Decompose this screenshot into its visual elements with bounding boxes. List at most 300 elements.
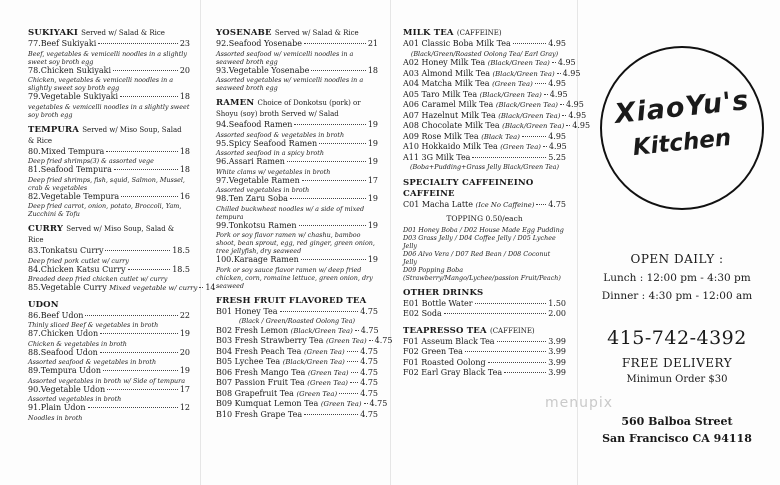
leader-dots (100, 352, 178, 353)
item-name (216, 378, 348, 389)
leader-dots (290, 198, 366, 199)
item-name (28, 265, 126, 276)
item-price: 4.95 (562, 68, 581, 78)
item-name-text: C01 Macha Latte (403, 199, 473, 209)
item-price: 16 (179, 191, 190, 201)
item-name-text: 91.Plain Udon (28, 403, 86, 412)
section-heading (403, 178, 566, 200)
item-description: Chilled buckwheat noodles w/ a side of mixed tempura (216, 204, 365, 221)
item-name (28, 192, 119, 203)
item-name (403, 368, 502, 379)
item-name-text: F02 Green Tea (403, 347, 463, 356)
item-price: 17 (367, 175, 378, 185)
item-name (216, 357, 345, 368)
item-name (216, 66, 309, 77)
menu-column-1 (28, 28, 216, 422)
item-name (403, 111, 560, 122)
item-name (403, 39, 511, 50)
item-name (216, 336, 367, 347)
menu-item (216, 157, 378, 168)
section-heading (28, 224, 190, 246)
item-description: Assorted seafood w/ vemicelli noodles in a seaweed broth egg (216, 49, 354, 66)
section-heading (403, 288, 566, 299)
menu-item (403, 337, 566, 348)
item-description: vegetables & vemicelli noodles in a slightly sweet soy broth egg (28, 102, 190, 119)
section-note: (Black / Green/Roasted Oolong Tea) (239, 317, 355, 325)
item-name (403, 337, 495, 348)
leader-dots (465, 351, 546, 352)
section-subtitle: Served w/ Salad & Rice (274, 29, 359, 37)
item-name (403, 299, 473, 310)
menu-item (216, 368, 378, 379)
leader-dots (105, 250, 170, 251)
item-name (216, 389, 337, 400)
menu-item (216, 389, 378, 400)
section-title: TEAPRESSO TEA (403, 325, 487, 336)
menu-item (28, 165, 190, 176)
item-price: 4.75 (374, 336, 393, 345)
leader-dots (85, 315, 177, 316)
item-name-text: 84.Chicken Katsu Curry (28, 264, 126, 274)
item-price: 4.95 (548, 39, 566, 48)
item-name-text: A06 Caramel Milk Tea (403, 100, 494, 109)
item-name-text: B09 Kumquat Lemon Tea (216, 399, 319, 408)
item-price: 4.75 (360, 388, 378, 398)
item-price: 21 (367, 39, 378, 48)
logo-name: XiaoYu's (613, 85, 751, 130)
leader-dots (121, 196, 178, 197)
menu-item (403, 68, 581, 80)
section-title: CURRY (28, 224, 64, 234)
menu-item (403, 100, 584, 111)
item-name-text: B10 Fresh Grape Tea (216, 409, 303, 419)
item-price: 23 (179, 39, 190, 48)
item-name (28, 329, 98, 340)
menu-item (403, 153, 566, 164)
menu-item (28, 66, 190, 77)
menu-column-3 (403, 28, 591, 379)
section-note: (Black/Green/Roasted Oolong Tea/ Earl Gray) (410, 49, 559, 58)
leader-dots (566, 125, 570, 126)
menu-item (216, 410, 378, 421)
item-variant: (Black Tea) (481, 132, 520, 141)
section-title: RAMEN (216, 98, 255, 108)
leader-dots (319, 143, 366, 144)
lunch-hours: Lunch : 12:00 pm - 4:30 pm (603, 272, 751, 284)
menu-section (28, 28, 190, 119)
item-name-text: 100.Karaage Ramen (216, 255, 299, 264)
item-name-text: B06 Fresh Mango Tea (216, 367, 306, 377)
item-name (403, 347, 463, 358)
menu-item (216, 399, 388, 410)
menu-item (403, 347, 566, 358)
leader-dots (364, 403, 368, 404)
item-name-text: E02 Soda (403, 309, 442, 318)
item-description: Pork or soy flavor ramen w/ chashu, bamboo shoot, bean sprout, egg, red ginger, green onion, tree jellyfish, dry seaweed (216, 231, 375, 255)
section-heading (403, 28, 566, 39)
item-name-text: 81.Seafood Tempura (28, 165, 112, 174)
leader-dots (562, 115, 566, 116)
leader-dots (339, 393, 358, 394)
menu-item (216, 326, 378, 337)
item-description: Assorted vegetables in broth (216, 186, 310, 194)
item-description: Thinly sliced Beef & vegetables in broth (28, 321, 159, 329)
item-name-text: A11 3G Milk Tea (403, 152, 471, 162)
item-price: 19 (367, 255, 378, 264)
leader-dots (114, 169, 178, 170)
item-price: 4.75 (360, 306, 378, 316)
leader-dots (199, 287, 203, 288)
item-description: Deep fried shrimps, fish, squid, Salmon, Mussel, crab & vegetables (28, 175, 185, 192)
item-variant: (Black/Green Tea) (498, 111, 561, 120)
leader-dots (301, 259, 366, 260)
section-subtitle: Choice of Donkotsu (pork) or Shoyu (soy) broth Served w/ Salad (216, 99, 361, 118)
section-heading (28, 125, 190, 147)
item-variant: (Green Tea) (500, 143, 541, 151)
item-price: 1.50 (548, 298, 566, 308)
item-name-text: A10 Hokkaido Milk Tea (403, 142, 498, 151)
item-name (216, 368, 349, 379)
item-name (28, 403, 86, 414)
menu-item (216, 307, 378, 318)
item-description: Assorted seafood & vegetables in broth (216, 130, 345, 139)
fold-line (390, 0, 391, 485)
item-name (403, 200, 534, 211)
leader-dots (98, 43, 178, 44)
leader-dots (294, 124, 365, 125)
leader-dots (557, 73, 561, 74)
menu-item (28, 385, 190, 396)
leader-dots (513, 43, 546, 44)
menu-item (28, 348, 190, 359)
item-price: 18 (367, 65, 378, 75)
leader-dots (311, 70, 365, 71)
section-title: SUKIYAKI (28, 28, 78, 38)
item-variant: (Black/Green Tea) (290, 326, 353, 335)
item-price: 17 (179, 384, 190, 394)
item-name-text: 80.Mixed Tempura (28, 146, 105, 156)
leader-dots (120, 96, 178, 97)
leader-dots (543, 146, 547, 147)
menu-item (28, 192, 190, 203)
item-price: 4.95 (549, 89, 568, 99)
leader-dots (488, 362, 547, 363)
item-name (28, 246, 103, 257)
item-name-text: E01 Bottle Water (403, 298, 473, 308)
item-name (403, 69, 555, 80)
menu-item (403, 79, 566, 90)
item-price: 4.95 (548, 131, 566, 141)
item-name-text: A08 Chocolate Milk Tea (403, 121, 500, 130)
item-price: 19 (367, 194, 378, 203)
item-name-text: 82.Vegetable Tempura (28, 191, 120, 201)
item-price: 20 (179, 347, 190, 357)
item-name (216, 176, 300, 187)
leader-dots (544, 94, 548, 95)
section-heading (28, 28, 190, 39)
item-name-text: A05 Taro Milk Tea (403, 89, 478, 99)
menu-item (403, 142, 566, 153)
section-subtitle: (CAFFEINE) (489, 326, 535, 335)
item-price: 18.5 (172, 246, 190, 255)
leader-dots (472, 157, 546, 158)
item-price: 4.75 (360, 378, 378, 387)
item-description: Pork or soy sauce flavor ramen w/ deep fried chicken, corn, romaine lettuce, green onion, dry seaweed (216, 265, 373, 290)
item-name (28, 311, 83, 322)
item-variant: (Green Tea) (303, 347, 345, 356)
menu-item (28, 92, 190, 103)
item-name-text: 87.Chicken Udon (28, 329, 99, 338)
item-name-text: B08 Grapefruit Tea (216, 388, 294, 398)
section-heading (216, 98, 378, 120)
leader-dots (497, 341, 547, 342)
section-title: MILK TEA (403, 28, 454, 38)
leader-dots (369, 340, 373, 341)
watermark: menupix (545, 395, 614, 411)
item-name (216, 347, 345, 358)
item-description: Beef, vegetables & vemicelli noodles in a slightly sweet soy broth egg (28, 49, 187, 66)
leader-dots (351, 372, 359, 373)
dinner-hours: Dinner : 4:30 pm - 12:00 am (601, 290, 753, 302)
item-name-text: B02 Fresh Lemon (216, 325, 289, 335)
item-name-text: A09 Rose Milk Tea (403, 131, 479, 141)
item-name-text: 93.Vegetable Yosenabe (216, 65, 310, 75)
menu-item (216, 347, 378, 358)
item-price: 4.75 (360, 367, 378, 377)
menu-item (216, 255, 378, 266)
item-description: Assorted vegetables in broth w/ Side of tempura (28, 376, 186, 385)
menu-item (403, 309, 566, 320)
leader-dots (560, 104, 564, 105)
item-price: 19 (179, 366, 190, 375)
leader-dots (552, 62, 556, 63)
section-title: FRESH FRUIT FLAVORED TEA (216, 295, 367, 306)
item-name (216, 120, 292, 131)
item-name-text: 83.Tonkatsu Curry (28, 246, 104, 255)
item-name (403, 58, 550, 69)
item-price: 4.95 (548, 142, 567, 151)
item-name-text: A02 Honey Milk Tea (403, 58, 486, 67)
menu-item (28, 246, 190, 257)
menu-column-2 (216, 28, 393, 420)
item-price: 4.75 (360, 357, 378, 366)
leader-dots (347, 361, 358, 362)
menu-item (216, 66, 378, 77)
item-price: 19 (367, 157, 378, 166)
menu-item (403, 358, 566, 369)
item-name-text: A04 Matcha Milk Tea (403, 79, 490, 88)
item-price: 19 (367, 220, 378, 230)
leader-dots (444, 313, 546, 314)
item-price: 19 (179, 329, 190, 338)
item-name (403, 153, 470, 164)
item-variant: (Black/Green Tea) (502, 122, 565, 130)
menu-item (216, 378, 378, 389)
item-price: 3.99 (548, 336, 566, 346)
menu-section (403, 28, 591, 172)
leader-dots (88, 407, 178, 408)
leader-dots (280, 311, 359, 312)
topping-heading: TOPPING 0.50/each (446, 214, 523, 223)
leader-dots (128, 269, 171, 270)
leader-dots (100, 333, 178, 334)
item-name (403, 100, 558, 111)
item-price: 4.95 (557, 58, 576, 67)
leader-dots (522, 136, 546, 137)
menu-item (403, 121, 591, 132)
street-address: 560 Balboa Street (621, 415, 733, 428)
leader-dots (347, 351, 359, 352)
item-name (403, 79, 533, 90)
leader-dots (355, 330, 359, 331)
item-name (216, 410, 302, 421)
topping-line: (Strawberry/Mango/Lychee/passion Fruit/Peach) (403, 273, 561, 282)
section-title: YOSENABE (216, 28, 272, 38)
item-variant: (Green Tea) (296, 389, 338, 398)
item-name-text: 95.Spicy Seafood Ramen (216, 138, 318, 148)
item-description: White clams w/ vegetables in broth (216, 167, 331, 176)
item-name-text: B05 Lychee Tea (216, 357, 281, 366)
menu-item (403, 368, 566, 379)
item-price: 18 (179, 92, 190, 101)
item-description: Assorted vegetables in broth (28, 395, 122, 403)
leader-dots (304, 414, 358, 415)
item-name (28, 147, 104, 158)
item-variant: (Green Tea) (307, 368, 349, 377)
item-description: Deep fried shrimps(3) & assorted vege (28, 157, 154, 165)
section-subtitle: Served w/ Miso Soup, Salad & Rice (28, 125, 182, 145)
menu-item (216, 176, 378, 187)
item-price: 3.99 (548, 368, 566, 377)
item-name (216, 326, 353, 337)
item-name-text: 98.Ten Zaru Soba (216, 194, 288, 203)
item-variant: (Green Tea) (320, 400, 362, 408)
item-price: 12 (179, 403, 190, 412)
item-variant: (Black/Green Tea) (495, 101, 558, 109)
item-name (216, 194, 288, 205)
item-name (403, 309, 442, 320)
menu-section (403, 288, 566, 320)
section-title: UDON (28, 299, 59, 310)
section-subtitle: Served w/ Miso Soup, Salad & Rice (28, 225, 175, 244)
item-description: Assorted seafood & vegetables in broth (28, 358, 157, 366)
item-name-text: 97.Vegetable Ramen (216, 175, 300, 185)
section-title: TEMPURA (28, 124, 80, 135)
item-description: Assorted seafood in a spicy broth (216, 149, 324, 157)
item-name (403, 90, 542, 101)
item-name (403, 132, 520, 143)
leader-dots (107, 389, 178, 390)
item-price: 4.75 (360, 409, 378, 419)
item-name (403, 358, 486, 369)
item-name-text: A01 Classic Boba Milk Tea (403, 39, 511, 48)
item-name-text: B01 Honey Tea (216, 306, 278, 316)
menu-item (216, 194, 378, 205)
item-name (28, 366, 101, 377)
section-heading (216, 28, 378, 39)
menu-item (216, 221, 378, 232)
item-variant: (Green Tea) (325, 337, 367, 345)
menu-item (28, 265, 190, 276)
item-description: Breaded deep fried chicken cutlet w/ curry (28, 275, 168, 283)
item-name-text: 79.Vegetable Sukiyaki (28, 92, 119, 101)
item-price: 20 (179, 65, 190, 75)
leader-dots (536, 204, 546, 205)
item-name-text: A03 Almond Milk Tea (403, 68, 490, 78)
fold-line (200, 0, 201, 485)
item-name-text: 78.Chicken Sukiyaki (28, 65, 112, 75)
leader-dots (113, 70, 178, 71)
item-price: 2.00 (548, 309, 566, 318)
section-heading (403, 326, 566, 337)
free-delivery: FREE DELIVERY (621, 356, 733, 370)
menu-item (28, 403, 190, 414)
menu-item (216, 120, 378, 131)
item-description: Noodles in broth (28, 413, 83, 422)
menu-item (216, 357, 378, 368)
item-name (216, 255, 299, 266)
menu-item (28, 39, 190, 50)
item-price: 4.95 (568, 110, 587, 120)
menu-item (28, 329, 190, 340)
leader-dots (299, 225, 366, 226)
item-name (28, 92, 118, 103)
item-description: Chicken, vegetables & vemicelli noodles in a slightly sweet soy broth egg (28, 76, 174, 92)
item-name-text: 89.Tempura Udon (28, 366, 101, 375)
item-variant: (Ice No Caffeine) (475, 200, 535, 209)
item-name (28, 283, 197, 294)
section-subtitle: (CAFFEINE) (456, 29, 502, 37)
section-heading (28, 300, 190, 311)
item-price: 4.95 (572, 121, 591, 130)
menu-item (403, 90, 566, 101)
minimum-order: Minimun Order $30 (626, 374, 728, 385)
menu-item (216, 139, 378, 150)
item-name-text: B04 Fresh Peach Tea (216, 346, 302, 356)
section-note: (Boba+Pudding+Grass Jelly Black/Green Tea) (409, 163, 559, 171)
section-title: OTHER DRINKS (403, 287, 484, 298)
topping-line: D03 Grass Jelly / D04 Coffee Jelly / D05 Lychee Jelly (403, 233, 556, 250)
item-description: Assorted vegetables w/ vemicelli noodles in a seaweed broth egg (216, 76, 364, 92)
item-name (28, 385, 105, 396)
item-name (28, 348, 98, 359)
item-name-text: 86.Beef Udon (28, 310, 84, 320)
open-daily-heading: OPEN DAILY : (630, 252, 724, 266)
menu-item (28, 311, 190, 322)
item-name-text: 99.Tonkotsu Ramen (216, 220, 297, 230)
leader-dots (287, 161, 366, 162)
item-price: 18.5 (172, 264, 190, 274)
item-price: 4.75 (548, 199, 566, 209)
menu-item (216, 336, 393, 347)
item-name (216, 139, 317, 150)
item-name-text: 96.Assari Ramen (216, 157, 285, 166)
item-name-text: A07 Hazelnut Milk Tea (403, 110, 496, 120)
item-variant: (Black/Green Tea) (492, 69, 555, 78)
item-price: 3.99 (548, 347, 566, 356)
item-variant: (Black/Green Tea) (479, 90, 542, 99)
menu-section (403, 178, 566, 282)
item-name (216, 39, 302, 50)
menu-section (216, 98, 378, 290)
item-price: 19 (367, 138, 378, 148)
item-name-text: 92.Seafood Yosenabe (216, 39, 302, 48)
item-price: 3.99 (548, 357, 566, 367)
menu-section (28, 300, 190, 422)
menu-section (403, 326, 566, 379)
item-price: 4.95 (548, 79, 566, 88)
leader-dots (350, 382, 358, 383)
